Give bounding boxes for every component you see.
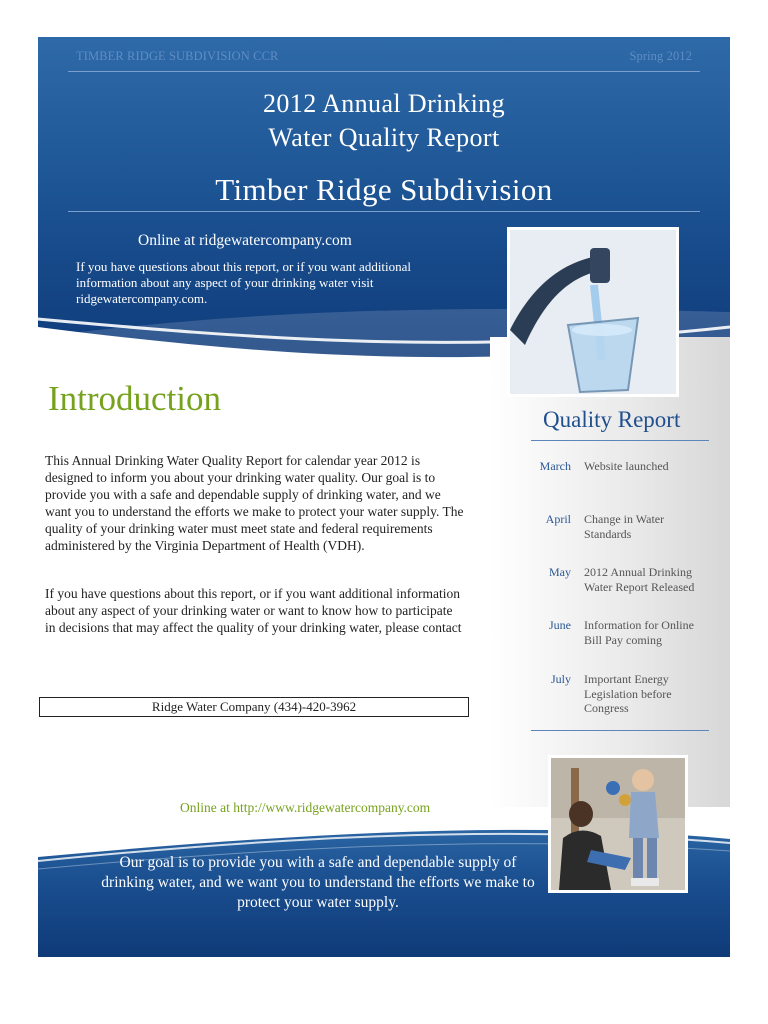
timeline-text: Website launched — [584, 459, 669, 473]
quality-report-top-rule — [531, 440, 709, 441]
subtitle-rule — [68, 211, 700, 212]
quality-report-title: Quality Report — [543, 407, 681, 432]
online-heading: Online at ridgewatercompany.com — [138, 232, 352, 249]
top-rule — [68, 71, 700, 72]
subtitle: Timber Ridge Subdivision — [215, 172, 553, 207]
footer-text: Our goal is to provide you with a safe and dependable supply of drinking water, and we want you to understand the efforts we make to protect your water supply. — [101, 854, 535, 911]
timeline-text: 2012 Annual Drinking Water Report Released — [584, 565, 695, 594]
timeline-month: June — [549, 618, 571, 632]
header-paragraph: If you have questions about this report, or if you want additional information about any aspect of your drinking water visit ridgewatercompany.com. — [76, 259, 412, 306]
introduction-heading: Introduction — [48, 379, 222, 418]
website-link[interactable]: Online at http://www.ridgewatercompany.com — [180, 800, 431, 815]
contact-box: Ridge Water Company (434)-420-3962 — [39, 697, 469, 717]
timeline-month: April — [545, 512, 571, 526]
faucet-photo — [507, 227, 679, 397]
quality-report-bottom-rule — [531, 730, 709, 731]
faucet-icon — [510, 230, 676, 394]
kicker-right: Spring 2012 — [629, 49, 692, 63]
people-photo-icon — [551, 758, 685, 890]
intro-paragraph-1: This Annual Drinking Water Quality Report for calendar year 2012 is designed to inform you about your drinking water quality. Our goal is to provide you with a safe and dependable supply of drinking water, and we want you to understand the efforts we make to protect your water supply. The quality of your drinking water must meet state and federal requirements administered by the Virginia Department of Health (VDH). — [45, 453, 464, 553]
timeline-month: March — [539, 459, 571, 473]
timeline-month: May — [549, 565, 571, 579]
intro-paragraph-2: If you have questions about this report, or if you want additional information about any aspect of your drinking water or want to know how to participate in decisions that may affect the quality of your drinking water, please contact — [45, 586, 462, 635]
therapy-photo — [548, 755, 688, 893]
timeline-month: July — [550, 672, 571, 686]
newsletter-page — [38, 37, 730, 957]
timeline-text: Information for Online Bill Pay coming — [584, 618, 694, 647]
title-line-2: Water Quality Report — [268, 123, 500, 152]
timeline-text: Change in Water Standards — [584, 512, 665, 541]
timeline-text: Important Energy Legislation before Congress — [584, 672, 672, 715]
kicker-left: TIMBER RIDGE SUBDIVISION CCR — [76, 49, 279, 63]
title-line-1: 2012 Annual Drinking — [263, 89, 505, 118]
